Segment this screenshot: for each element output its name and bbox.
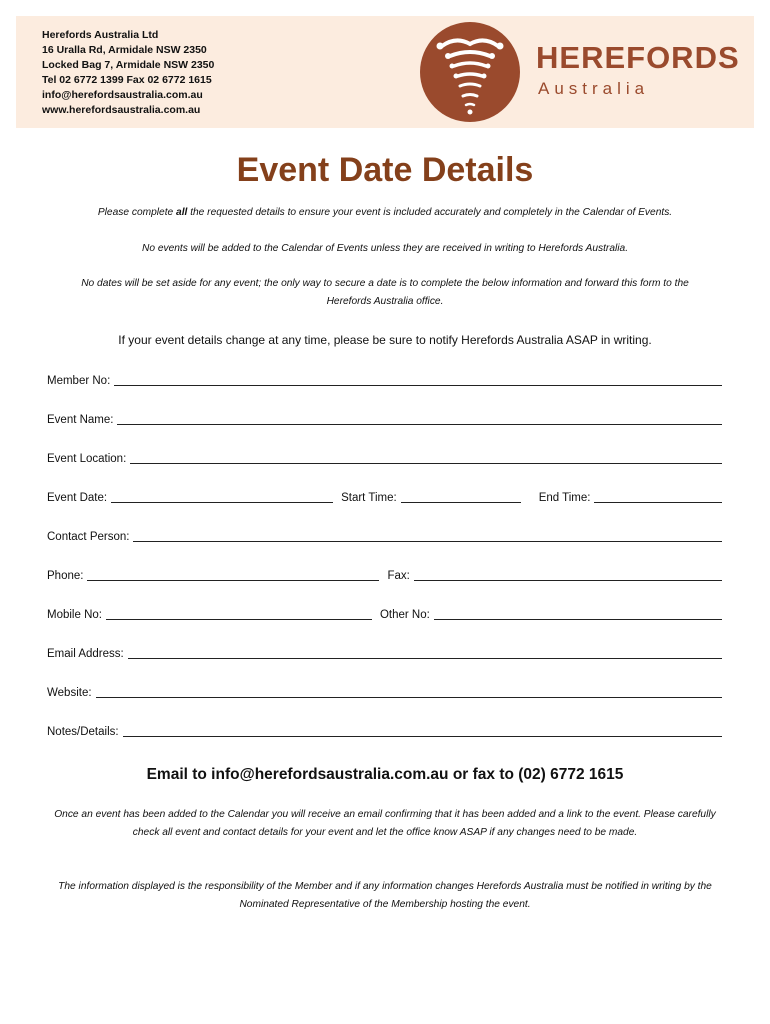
intro-note-post: the requested details to ensure your event is included accurately and completely in the Calendar of Events. [187,207,673,218]
email-address-field[interactable] [128,647,722,659]
mobile-no-field[interactable] [106,608,372,620]
intro-note-notify-changes: If your event details change at any time, please be sure to notify Herefords Australia ASAP in writing. [118,333,652,347]
brand-sub-text: Australia [538,79,650,98]
phone-fax-row [47,565,722,583]
phone-field[interactable] [87,569,379,581]
fax-field[interactable] [414,569,722,581]
fax-label: Fax: [387,570,410,582]
contact-person-label: Contact Person: [47,531,130,543]
email-address-label: Email Address: [47,648,124,660]
website-row [47,682,722,700]
website-field[interactable] [96,686,722,698]
other-no-label: Other No: [379,609,430,621]
address-line-postal: Locked Bag 7, Armidale NSW 2350 [42,59,215,71]
intro-note-bold: all [176,207,188,218]
contact-person-row [47,526,722,544]
start-time-label: Start Time: [341,492,397,504]
event-name-field[interactable] [117,413,722,425]
event-location-label: Event Location: [47,453,127,465]
other-no-field[interactable] [434,608,722,620]
brand-main-text: HEREFORDS [536,40,740,75]
event-date-label: Event Date: [47,492,108,504]
intro-note-no-reserved-dates: No dates will be set aside for any event; the only way to secure a date is to complete the below information and forward this form to the Herefords Australia office. [81,278,689,307]
website-label: Website: [47,687,92,699]
end-time-field[interactable] [594,491,722,503]
end-time-label: End Time: [538,492,591,504]
mobile-other-row [47,604,722,622]
hereford-bull-head-icon [420,22,520,122]
email-address-row [47,643,722,661]
letterhead [16,16,754,128]
member-no-row [47,370,722,388]
intro-note-complete-all [40,204,730,222]
intro-note-pre: Please complete [97,207,177,218]
intro-note-writing-required: No events will be added to the Calendar of Events unless they are received in writing to Herefords Australia. [141,243,629,254]
notes-details-field[interactable] [123,725,722,737]
notes-details-row [47,721,722,739]
member-no-label: Member No: [47,375,111,387]
contact-person-field[interactable] [133,530,722,542]
event-date-field[interactable] [111,491,333,503]
footer-note-confirmation: Once an event has been added to the Calendar you will receive an email confirming that it has been added and a link to the event. Please carefully check all event and contact details for your event and let the office know ASAP if any changes need to be made. [54,809,716,838]
address-line-street: 16 Uralla Rd, Armidale NSW 2350 [42,44,207,56]
event-name-row [47,409,722,427]
event-location-field[interactable] [130,452,722,464]
notes-details-label: Notes/Details: [47,726,119,738]
organisation-address [42,28,214,118]
page-title: Event Date Details [236,151,534,189]
event-location-row [47,448,722,466]
address-line-email: info@herefordsaustralia.com.au [42,89,203,101]
mobile-no-label: Mobile No: [47,609,102,621]
submission-instruction: Email to info@herefordsaustralia.com.au or fax to (02) 6772 1615 [146,766,624,783]
member-no-field[interactable] [114,374,722,386]
event-date-row [47,487,722,505]
address-line-company: Herefords Australia Ltd [42,29,159,41]
brand-logo-text [536,42,740,100]
phone-label: Phone: [47,570,84,582]
address-line-phone-fax: Tel 02 6772 1399 Fax 02 6772 1615 [42,74,212,86]
start-time-field[interactable] [401,491,521,503]
event-name-label: Event Name: [47,414,114,426]
footer-note-responsibility: The information displayed is the responsibility of the Member and if any information changes Herefords Australia must be notified in writing by the Nominated Representative of the Membership hosting the event. [58,881,712,910]
address-line-website: www.herefordsaustralia.com.au [42,104,201,116]
